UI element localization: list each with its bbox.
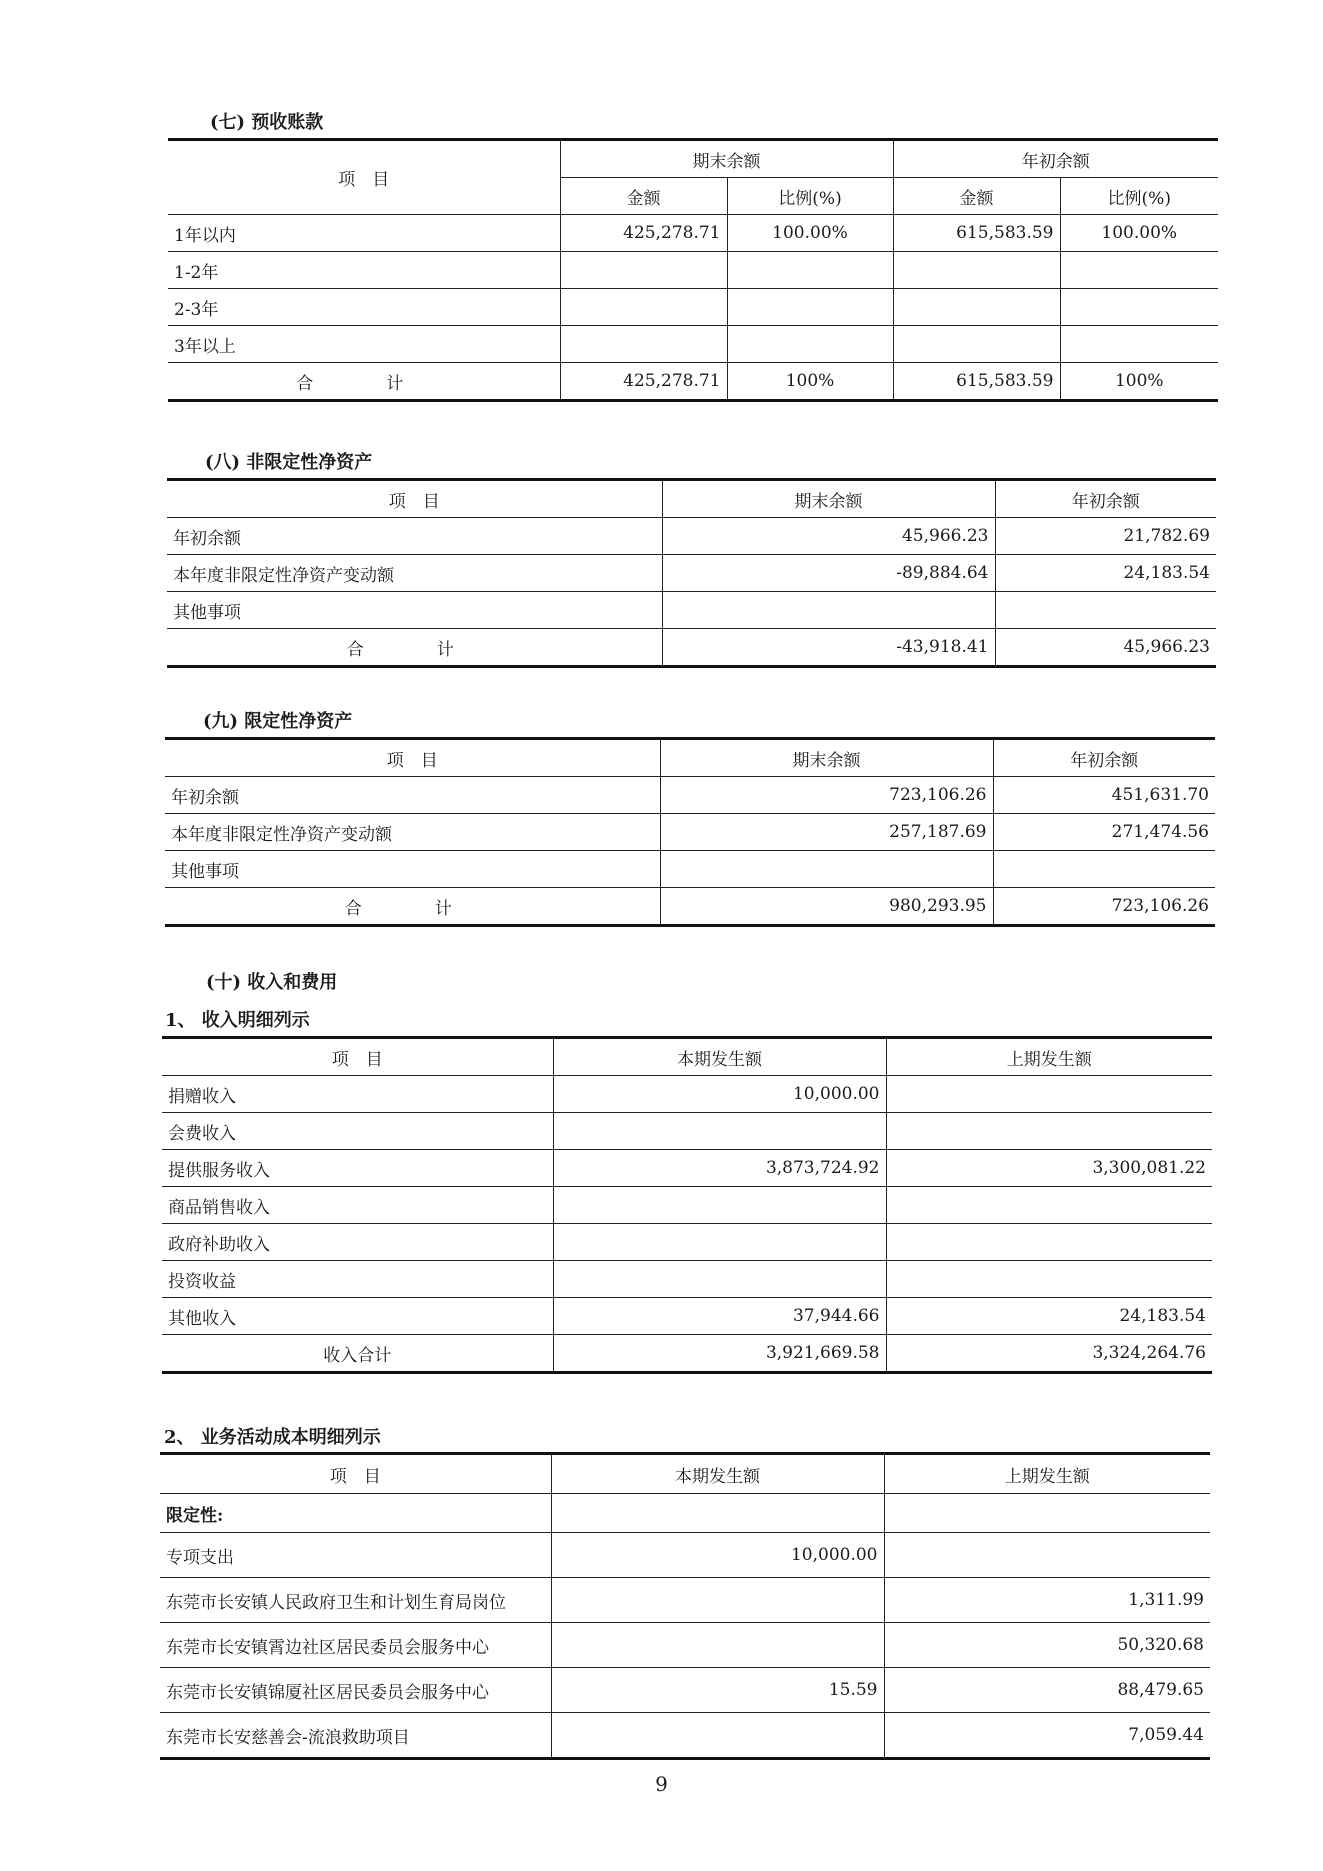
subsection-title-activity-cost-detail: 2、 业务活动成本明细列示 bbox=[164, 1427, 381, 1448]
total-label: 合 计 bbox=[168, 363, 560, 401]
table-row bbox=[168, 252, 1218, 289]
table-row bbox=[162, 1261, 1212, 1298]
cell-begin-amount: 615,583.59 bbox=[893, 215, 1060, 252]
table-row bbox=[162, 1187, 1212, 1224]
cell-prior bbox=[886, 1224, 1212, 1261]
cell-year-begin: 21,782.69 bbox=[995, 518, 1216, 555]
total-end-amount: 425,278.71 bbox=[560, 363, 727, 401]
cell-begin-ratio: 100.00% bbox=[1060, 215, 1218, 252]
row-label: 1-2年 bbox=[168, 252, 560, 289]
cell-year-begin: 24,183.54 bbox=[995, 555, 1216, 592]
header-item: 项 目 bbox=[160, 1454, 551, 1494]
cell-end-ratio bbox=[727, 326, 893, 363]
cell-year-begin: 271,474.56 bbox=[993, 814, 1215, 851]
cell-prior bbox=[884, 1494, 1210, 1533]
cell-current: 10,000.00 bbox=[551, 1533, 884, 1578]
cell-period-end: 257,187.69 bbox=[660, 814, 993, 851]
table-row bbox=[162, 1224, 1212, 1261]
header-begin-ratio: 比例(%) bbox=[1060, 178, 1218, 215]
total-begin-amount: 615,583.59 bbox=[893, 363, 1060, 401]
total-current: 3,921,669.58 bbox=[553, 1335, 886, 1373]
table-row bbox=[160, 1623, 1210, 1668]
header-end-amount: 金额 bbox=[560, 178, 727, 215]
cell-current bbox=[551, 1623, 884, 1668]
total-period-end: 980,293.95 bbox=[660, 888, 993, 926]
cell-prior bbox=[886, 1076, 1212, 1113]
group-label-restricted: 限定性: bbox=[160, 1494, 551, 1533]
row-label: 政府补助收入 bbox=[162, 1224, 553, 1261]
cell-current: 10,000.00 bbox=[553, 1076, 886, 1113]
cell-end-amount bbox=[560, 252, 727, 289]
header-prior-period: 上期发生额 bbox=[884, 1454, 1210, 1494]
table-row bbox=[165, 814, 1215, 851]
cell-end-ratio bbox=[727, 289, 893, 326]
cell-begin-ratio bbox=[1060, 326, 1218, 363]
header-prior-period: 上期发生额 bbox=[886, 1038, 1212, 1076]
row-label: 东莞市长安镇霄边社区居民委员会服务中心 bbox=[160, 1623, 551, 1668]
header-end-ratio: 比例(%) bbox=[727, 178, 893, 215]
cell-begin-ratio bbox=[1060, 289, 1218, 326]
cell-prior: 88,479.65 bbox=[884, 1668, 1210, 1713]
cell-begin-amount bbox=[893, 252, 1060, 289]
cell-period-end: -89,884.64 bbox=[662, 555, 995, 592]
cell-begin-amount bbox=[893, 289, 1060, 326]
cell-end-ratio bbox=[727, 252, 893, 289]
activity-cost-table bbox=[160, 1452, 1210, 1760]
total-begin-ratio: 100% bbox=[1060, 363, 1218, 401]
section-title-income-expenses: (十) 收入和费用 bbox=[206, 972, 338, 993]
total-row bbox=[162, 1335, 1212, 1373]
cell-prior bbox=[886, 1113, 1212, 1150]
total-label: 收入合计 bbox=[162, 1335, 553, 1373]
header-item: 项 目 bbox=[162, 1038, 553, 1076]
cell-current: 3,873,724.92 bbox=[553, 1150, 886, 1187]
row-label: 本年度非限定性净资产变动额 bbox=[167, 555, 662, 592]
cell-period-end bbox=[662, 592, 995, 629]
header-item: 项 目 bbox=[167, 480, 662, 518]
cell-period-end bbox=[660, 851, 993, 888]
table-row bbox=[162, 1298, 1212, 1335]
total-label: 合 计 bbox=[167, 629, 662, 667]
cell-current bbox=[551, 1713, 884, 1759]
row-label: 东莞市长安镇人民政府卫生和计划生育局岗位 bbox=[160, 1578, 551, 1623]
total-year-begin: 45,966.23 bbox=[995, 629, 1216, 667]
total-period-end: -43,918.41 bbox=[662, 629, 995, 667]
table-row bbox=[165, 777, 1215, 814]
total-prior: 3,324,264.76 bbox=[886, 1335, 1212, 1373]
section-title-unrestricted-net-assets: (八) 非限定性净资产 bbox=[205, 452, 373, 473]
row-label: 年初余额 bbox=[167, 518, 662, 555]
row-label: 商品销售收入 bbox=[162, 1187, 553, 1224]
cell-period-end: 45,966.23 bbox=[662, 518, 995, 555]
total-row bbox=[168, 363, 1218, 401]
subsection-title-income-detail: 1、 收入明细列示 bbox=[165, 1010, 310, 1031]
table-row bbox=[160, 1713, 1210, 1759]
total-end-ratio: 100% bbox=[727, 363, 893, 401]
table-row bbox=[165, 851, 1215, 888]
row-label: 1年以内 bbox=[168, 215, 560, 252]
cell-current bbox=[553, 1261, 886, 1298]
section-title-restricted-net-assets: (九) 限定性净资产 bbox=[203, 711, 353, 732]
header-begin-amount: 金额 bbox=[893, 178, 1060, 215]
advance-receipts-table bbox=[168, 138, 1218, 402]
income-detail-table bbox=[162, 1036, 1212, 1374]
row-label: 2-3年 bbox=[168, 289, 560, 326]
cell-end-amount bbox=[560, 289, 727, 326]
cell-prior: 50,320.68 bbox=[884, 1623, 1210, 1668]
cell-prior bbox=[884, 1533, 1210, 1578]
header-current-period: 本期发生额 bbox=[553, 1038, 886, 1076]
table-row bbox=[160, 1668, 1210, 1713]
row-label: 专项支出 bbox=[160, 1533, 551, 1578]
table-row bbox=[162, 1076, 1212, 1113]
cell-current: 15.59 bbox=[551, 1668, 884, 1713]
header-current-period: 本期发生额 bbox=[551, 1454, 884, 1494]
cell-year-begin bbox=[993, 851, 1215, 888]
row-label: 其他收入 bbox=[162, 1298, 553, 1335]
header-year-begin: 年初余额 bbox=[995, 480, 1216, 518]
header-year-begin: 年初余额 bbox=[993, 739, 1215, 777]
table-row bbox=[162, 1150, 1212, 1187]
cell-prior: 7,059.44 bbox=[884, 1713, 1210, 1759]
cell-prior: 24,183.54 bbox=[886, 1298, 1212, 1335]
unrestricted-net-assets-table bbox=[167, 478, 1216, 668]
header-period-end: 期末余额 bbox=[560, 140, 893, 178]
total-year-begin: 723,106.26 bbox=[993, 888, 1215, 926]
table-row bbox=[160, 1533, 1210, 1578]
cell-prior: 1,311.99 bbox=[884, 1578, 1210, 1623]
row-label: 捐赠收入 bbox=[162, 1076, 553, 1113]
cell-current bbox=[551, 1494, 884, 1533]
cell-end-amount bbox=[560, 326, 727, 363]
row-label: 其他事项 bbox=[165, 851, 660, 888]
cell-begin-amount bbox=[893, 326, 1060, 363]
cell-period-end: 723,106.26 bbox=[660, 777, 993, 814]
cell-current: 37,944.66 bbox=[553, 1298, 886, 1335]
table-row bbox=[160, 1494, 1210, 1533]
header-period-end: 期末余额 bbox=[660, 739, 993, 777]
cell-year-begin: 451,631.70 bbox=[993, 777, 1215, 814]
header-year-begin: 年初余额 bbox=[893, 140, 1218, 178]
cell-end-ratio: 100.00% bbox=[727, 215, 893, 252]
table-row bbox=[160, 1578, 1210, 1623]
row-label: 投资收益 bbox=[162, 1261, 553, 1298]
cell-current bbox=[551, 1578, 884, 1623]
table-row bbox=[168, 326, 1218, 363]
cell-prior bbox=[886, 1261, 1212, 1298]
cell-begin-ratio bbox=[1060, 252, 1218, 289]
table-row bbox=[167, 555, 1216, 592]
header-item: 项 目 bbox=[165, 739, 660, 777]
row-label: 东莞市长安镇锦厦社区居民委员会服务中心 bbox=[160, 1668, 551, 1713]
row-label: 东莞市长安慈善会-流浪救助项目 bbox=[160, 1713, 551, 1759]
cell-current bbox=[553, 1113, 886, 1150]
table-row bbox=[168, 289, 1218, 326]
section-title-advance-receipts: (七) 预收账款 bbox=[210, 112, 324, 133]
row-label: 本年度非限定性净资产变动额 bbox=[165, 814, 660, 851]
total-label: 合 计 bbox=[165, 888, 660, 926]
header-item: 项 目 bbox=[168, 140, 560, 215]
page-number: 9 bbox=[655, 1772, 668, 1796]
table-row bbox=[162, 1113, 1212, 1150]
total-row bbox=[167, 629, 1216, 667]
cell-current bbox=[553, 1224, 886, 1261]
cell-year-begin bbox=[995, 592, 1216, 629]
row-label: 年初余额 bbox=[165, 777, 660, 814]
cell-prior bbox=[886, 1187, 1212, 1224]
table-row bbox=[168, 215, 1218, 252]
header-period-end: 期末余额 bbox=[662, 480, 995, 518]
row-label: 提供服务收入 bbox=[162, 1150, 553, 1187]
total-row bbox=[165, 888, 1215, 926]
cell-end-amount: 425,278.71 bbox=[560, 215, 727, 252]
row-label: 会费收入 bbox=[162, 1113, 553, 1150]
row-label: 3年以上 bbox=[168, 326, 560, 363]
table-row bbox=[167, 592, 1216, 629]
restricted-net-assets-table bbox=[165, 737, 1215, 927]
row-label: 其他事项 bbox=[167, 592, 662, 629]
cell-current bbox=[553, 1187, 886, 1224]
cell-prior: 3,300,081.22 bbox=[886, 1150, 1212, 1187]
table-row bbox=[167, 518, 1216, 555]
